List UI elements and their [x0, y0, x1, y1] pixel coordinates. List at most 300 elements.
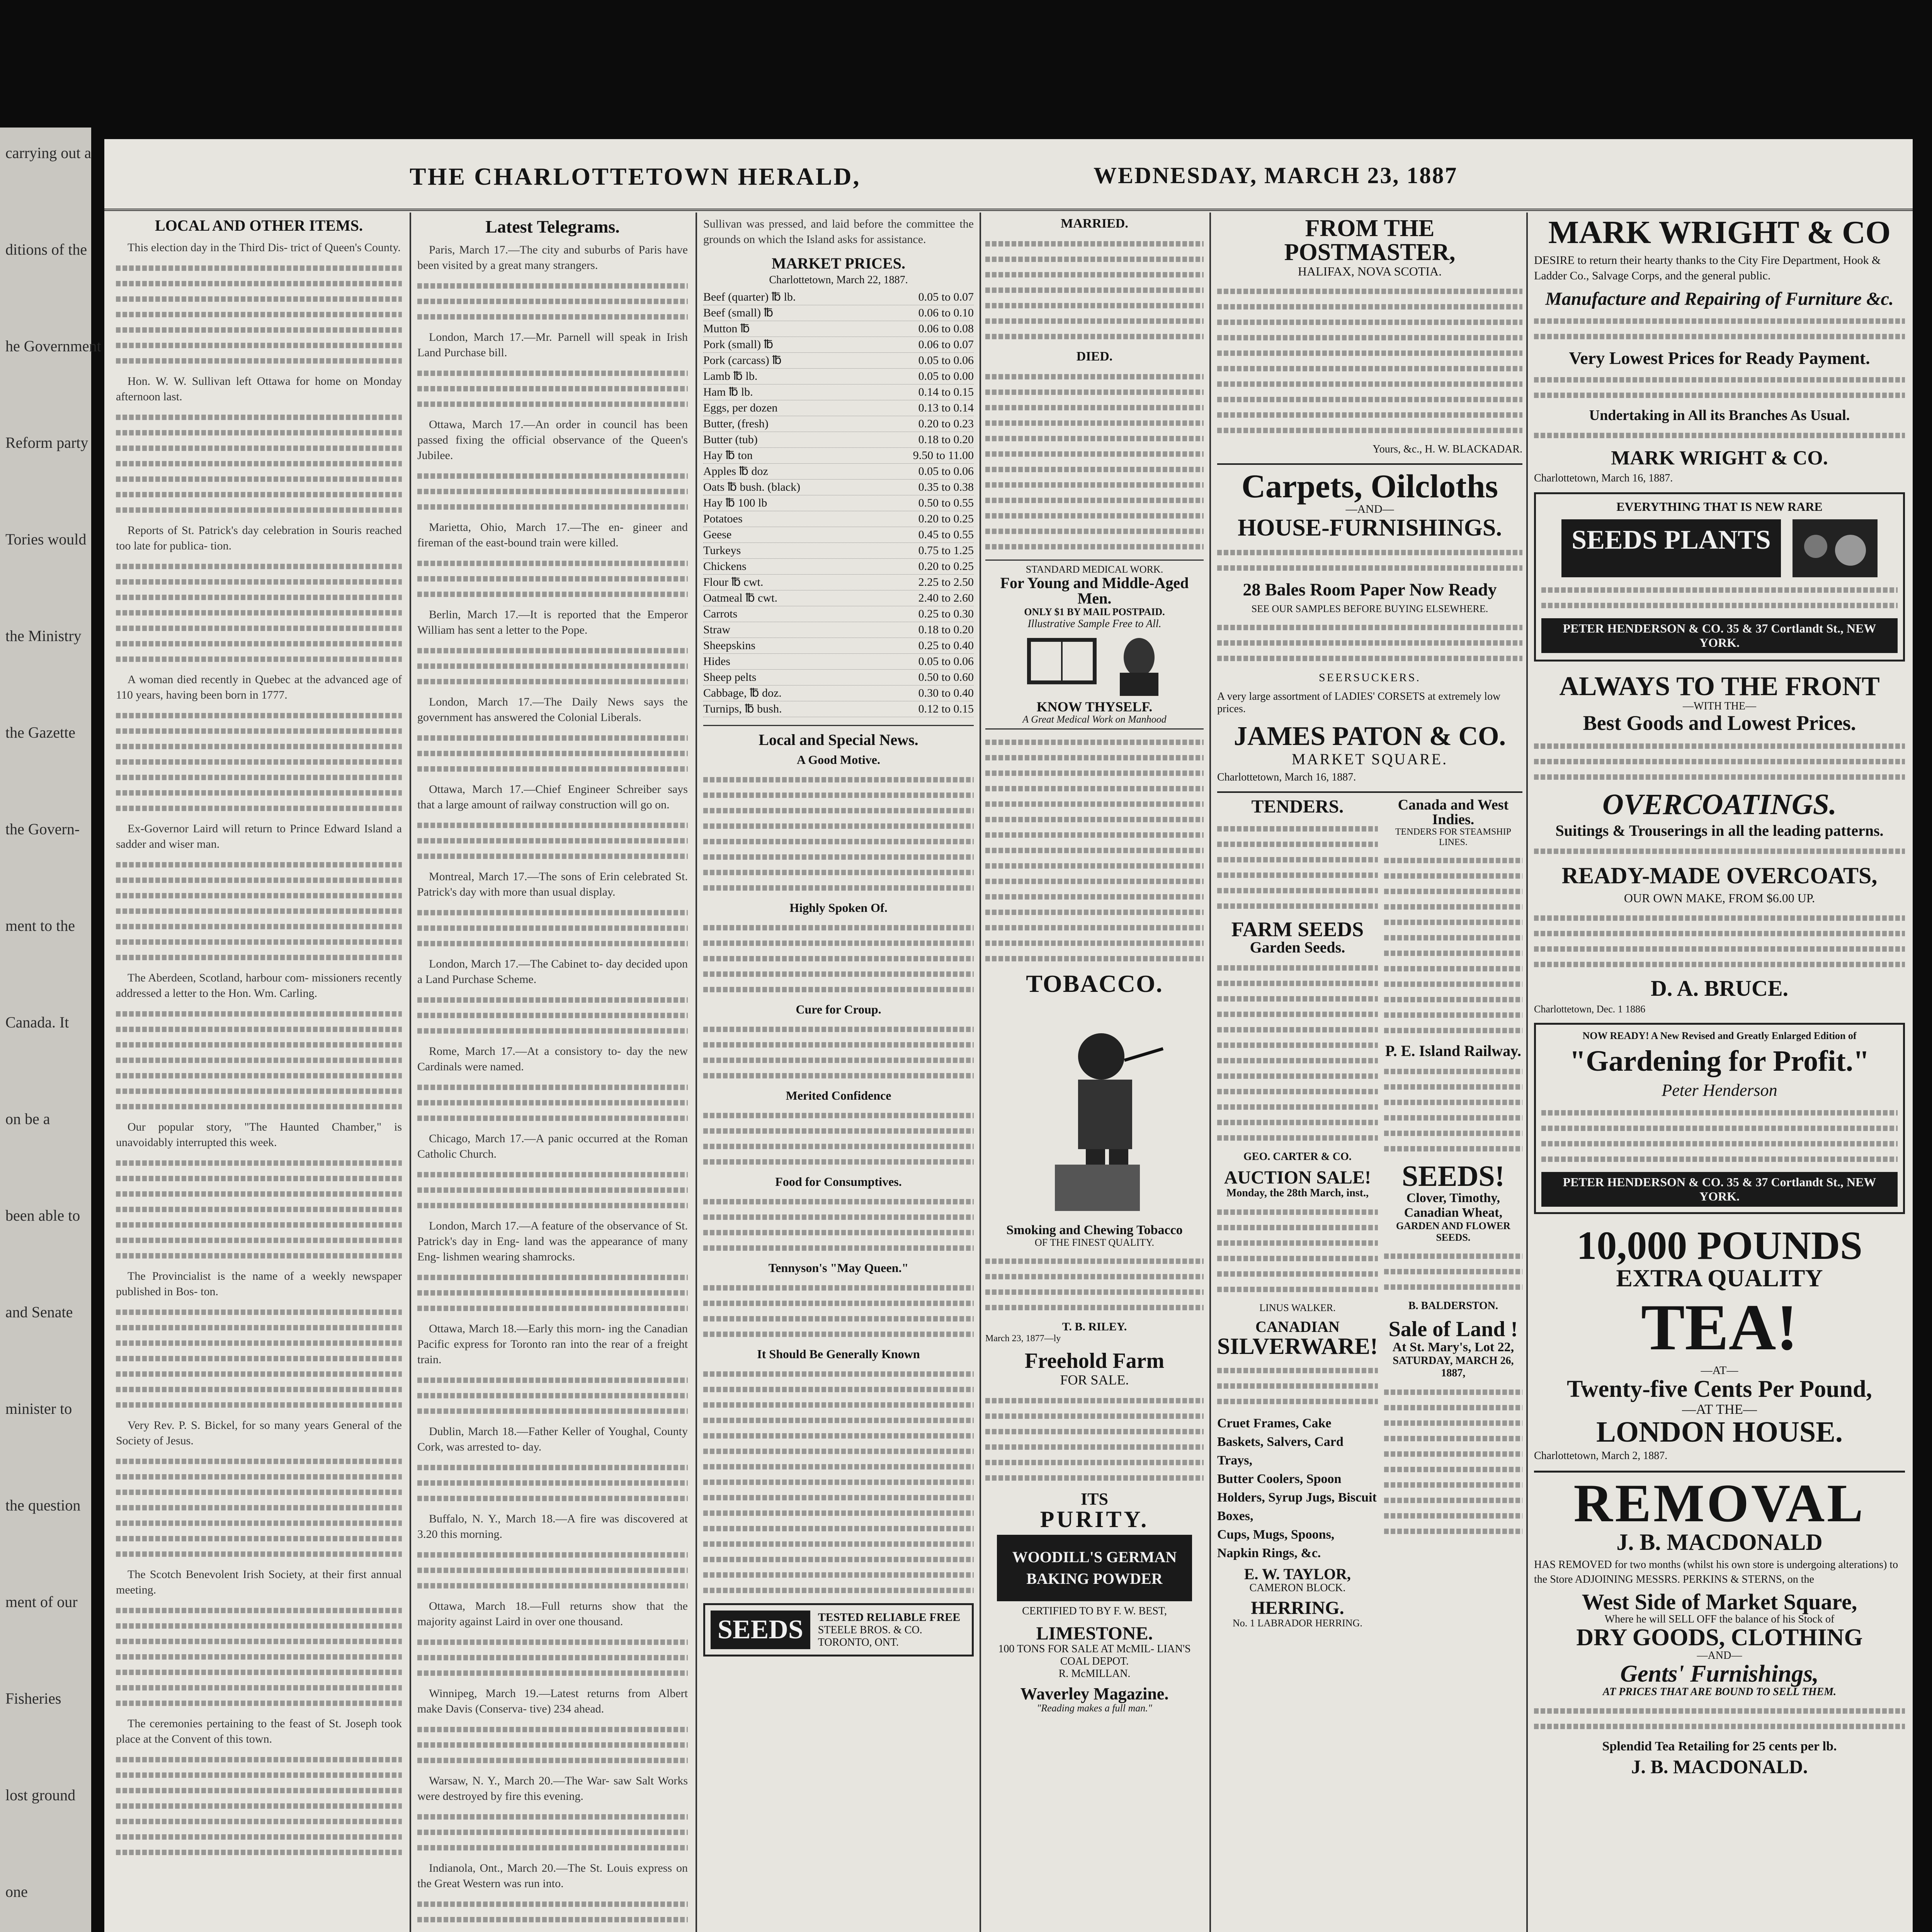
market-price: 0.18 to 0.20	[918, 433, 974, 446]
ad-signature: J. B. MACDONALD.	[1631, 1756, 1808, 1777]
tender-right	[1384, 798, 1522, 1629]
article-text	[703, 1371, 974, 1593]
fragment-text: the Gazette	[5, 724, 75, 741]
married-notices	[985, 241, 1204, 339]
article-continuation	[116, 415, 402, 513]
ad-kicker: EVERYTHING THAT IS NEW RARE	[1616, 500, 1823, 514]
ad-line: OUR OWN MAKE, FROM $6.00 UP.	[1624, 891, 1815, 905]
seeds-ad-subtitle: TESTED RELIABLE FREE	[818, 1611, 961, 1624]
ad-title: PURITY.	[1040, 1507, 1149, 1532]
market-item: Pork (small) ℔	[703, 338, 774, 351]
market-price: 0.12 to 0.15	[918, 702, 974, 715]
ad-line: "Reading makes a full man."	[1037, 1702, 1152, 1714]
market-price: 0.05 to 0.06	[918, 354, 974, 367]
death-notices	[985, 374, 1204, 549]
ad-line: Splendid Tea Retailing for 25 cents per lb.	[1602, 1739, 1837, 1753]
ad-kicker: ITS	[1081, 1490, 1108, 1509]
ad-title: HERRING.	[1251, 1598, 1344, 1618]
column-display-ads	[1534, 216, 1905, 1932]
ad-line: —AND—	[1697, 1650, 1742, 1662]
ad-line: GARDEN AND FLOWER SEEDS.	[1396, 1220, 1510, 1243]
market-price: 0.25 to 0.30	[918, 607, 974, 620]
market-price: 0.30 to 0.40	[918, 687, 974, 699]
ad-signature: R. McMILLAN.	[1058, 1668, 1131, 1680]
article-continuation	[417, 1639, 688, 1676]
ad-title: 28 Bales Room Paper Now Ready	[1243, 580, 1497, 599]
ad-body	[1384, 1389, 1522, 1534]
market-heading: MARKET PRICES.	[772, 255, 905, 272]
market-row	[703, 654, 974, 670]
ad-title: JAMES PATON & CO.	[1234, 721, 1506, 751]
ad-line: Illustrative Sample Free to All.	[1027, 618, 1162, 630]
ad-line: DESIRE to return their hearty thanks to the City Fire Department, Hook & Ladder Co., Salvage Corps, and the general public.	[1534, 254, 1881, 282]
ad-signature: MARK WRIGHT & CO.	[1611, 447, 1828, 469]
ad-title: SEEDS!	[1401, 1160, 1505, 1192]
postmaster-heading: FROM THE POSTMASTER,	[1284, 215, 1456, 265]
article-continuation	[417, 1378, 688, 1414]
henderson-address: PETER HENDERSON & CO. 35 & 37 Cortlandt St., NEW YORK.	[1541, 1172, 1898, 1207]
ad-line: Where he will SELL OFF the balance of his Stock of	[1604, 1613, 1835, 1625]
market-item: Turkeys	[703, 544, 741, 557]
market-price: 0.75 to 1.25	[918, 544, 974, 557]
article-paragraph: Ottawa, March 18.—Early this morn- ing the Canadian Pacific express for Toronto ran into the rear of a freight train.	[417, 1322, 688, 1366]
market-item: Hay ℔ 100 lb	[703, 497, 767, 509]
market-row	[703, 559, 974, 575]
article-text	[703, 1027, 974, 1078]
ad-title: Gents' Furnishings,	[1620, 1661, 1819, 1687]
ad-body	[1217, 1368, 1378, 1404]
seeds-ad-firm: STEELE BROS. & CO. TORONTO, ONT.	[818, 1624, 922, 1648]
ad-body	[1384, 858, 1522, 1033]
article-continuation	[417, 371, 688, 407]
section-heading: Latest Telegrams.	[485, 217, 620, 236]
section-heading: Local and Special News.	[703, 725, 974, 749]
telegram-list	[417, 242, 688, 1932]
article-text	[703, 925, 974, 992]
fragment-text: carrying out a	[5, 144, 92, 162]
ad-title: READY-MADE OVERCOATS,	[1561, 863, 1878, 888]
market-row	[703, 638, 974, 654]
article-continuation	[116, 1160, 402, 1259]
ad-title: HOUSE-FURNISHINGS.	[1238, 515, 1502, 541]
market-item: Turnips, ℔ bush.	[703, 702, 782, 715]
fragment-text: ment of our	[5, 1593, 78, 1611]
married-heading: MARRIED.	[1061, 216, 1128, 231]
market-item: Carrots	[703, 607, 738, 620]
ad-line: HAS REMOVED for two months (whilst his own store is undergoing alterations) to the Store ADJOINING MESSRS. PERKINS & STERNS, on the	[1534, 1559, 1898, 1585]
article-continuation	[417, 910, 688, 946]
market-row	[703, 384, 974, 400]
article-paragraph: Chicago, March 17.—A panic occurred at the Roman Catholic Church.	[417, 1132, 688, 1160]
market-price: 2.25 to 2.50	[918, 576, 974, 588]
ad-title: OVERCOATINGS.	[1602, 788, 1837, 821]
postmaster-subheading: HALIFAX, NOVA SCOTIA.	[1298, 264, 1442, 278]
ad-body	[1384, 1253, 1522, 1290]
market-row	[703, 416, 974, 432]
ad-title: 10,000 POUNDS	[1577, 1223, 1862, 1268]
article-text	[703, 777, 974, 891]
ad-line: A very large assortment of LADIES' CORSETS at extremely low prices.	[1217, 690, 1501, 715]
ad-title: MARK WRIGHT & CO	[1548, 214, 1891, 250]
ad-body	[1534, 433, 1905, 438]
article-paragraph: Warsaw, N. Y., March 20.—The War- saw Salt Works were destroyed by fire this evening.	[417, 1774, 688, 1803]
testimonial-text	[1217, 289, 1522, 433]
ad-body	[1534, 1708, 1905, 1729]
market-row	[703, 289, 974, 305]
fragment-text: he Government	[5, 337, 101, 355]
market-item: Geese	[703, 528, 732, 541]
ad-title: Very Lowest Prices for Ready Payment.	[1569, 348, 1870, 368]
fragment-text: Fisheries	[5, 1690, 61, 1707]
ad-date: Charlottetown, Dec. 1 1886	[1534, 1003, 1646, 1015]
column-advertisements	[1217, 216, 1522, 1932]
paton-advertisement	[1217, 463, 1522, 784]
seeds-ad-title: SEEDS	[711, 1611, 810, 1649]
market-date: Charlottetown, March 22, 1887.	[769, 274, 908, 286]
market-price: 2.40 to 2.60	[918, 592, 974, 604]
market-row	[703, 590, 974, 606]
market-price: 0.35 to 0.38	[918, 481, 974, 493]
market-item: Beef (small) ℔	[703, 306, 774, 319]
issue-date: WEDNESDAY, MARCH 23, 1887	[1094, 163, 1458, 188]
market-item: Beef (quarter) ℔ lb.	[703, 291, 796, 303]
ad-kicker: NOW READY! A New Revised and Greatly Enlarged Edition of	[1582, 1030, 1857, 1041]
article-paragraph: Ex-Governor Laird will return to Prince Edward Island a sadder and wiser man.	[116, 822, 402, 850]
ad-body	[1534, 915, 1905, 967]
article-continuation	[417, 1727, 688, 1763]
seeds-plants-row	[1541, 519, 1898, 577]
column-telegrams	[417, 216, 688, 1932]
ad-body	[1217, 1209, 1378, 1292]
ad-title: For Young and Middle-Aged Men.	[1000, 574, 1189, 607]
ad-line: Suitings & Trouserings in all the leading patterns.	[1555, 822, 1884, 839]
ad-line: Monday, the 28th March, inst.,	[1226, 1187, 1369, 1199]
article-continuation	[116, 564, 402, 662]
market-price: 0.20 to 0.25	[918, 560, 974, 573]
fragment-text: Tories would	[5, 531, 87, 548]
fragment-text: one	[5, 1883, 28, 1900]
market-item: Sheep pelts	[703, 671, 757, 684]
ad-line: CERTIFIED TO BY F. W. BEST,	[1022, 1605, 1167, 1617]
ad-title: Garden Seeds.	[1250, 939, 1345, 956]
article-paragraph: This election day in the Third Dis- trict of Queen's County.	[128, 241, 401, 254]
article-continuation	[417, 561, 688, 597]
article-continuation	[417, 1465, 688, 1501]
article-text	[703, 1285, 974, 1337]
market-price: 0.50 to 0.55	[918, 497, 974, 509]
newspaper-page	[104, 139, 1913, 1932]
ad-signature: D. A. BRUCE.	[1650, 976, 1789, 1001]
fragment-text: the Govern-	[5, 820, 80, 838]
fragment-text: on be a	[5, 1110, 50, 1128]
ad-title: P. E. Island Railway.	[1385, 1042, 1521, 1060]
ad-line: —WITH THE—	[1683, 700, 1756, 712]
farm-sale-subheading: FOR SALE.	[1060, 1372, 1129, 1388]
market-price: 0.06 to 0.10	[918, 306, 974, 319]
market-row	[703, 432, 974, 448]
ad-line: CAMERON BLOCK.	[1249, 1582, 1346, 1594]
ad-line: No. 1 LABRADOR HERRING.	[1232, 1617, 1362, 1629]
ad-body	[1217, 965, 1378, 1141]
article-continuation	[116, 265, 402, 364]
market-price: 0.20 to 0.23	[918, 417, 974, 430]
market-row	[703, 685, 974, 701]
garden-picture-icon	[1793, 519, 1878, 577]
market-price: 0.06 to 0.07	[918, 338, 974, 351]
market-price: 0.05 to 0.06	[918, 465, 974, 478]
died-heading: DIED.	[1076, 349, 1113, 364]
article-continuation	[417, 1275, 688, 1311]
ad-line: SATURDAY, MARCH 26, 1887,	[1393, 1355, 1514, 1379]
article-paragraph: Winnipeg, March 19.—Latest returns from Albert make Davis (Conserva- tive) 234 ahead.	[417, 1687, 688, 1715]
article-continuation	[116, 1757, 402, 1855]
article-continuation	[417, 997, 688, 1034]
article-paragraph: Berlin, March 17.—It is reported that the Emperor William has sent a letter to the Pope.	[417, 608, 688, 636]
ad-line: Butter Coolers, Spoon Holders, Syrup Jugs, Biscuit Boxes,	[1217, 1472, 1377, 1523]
article-text	[703, 1199, 974, 1251]
fragment-text: the Ministry	[5, 627, 82, 645]
market-price: 0.13 to 0.14	[918, 401, 974, 414]
article-paragraph: Buffalo, N. Y., March 18.—A fire was discovered at 3.20 this morning.	[417, 1512, 688, 1541]
ad-title: REMOVAL	[1534, 1471, 1905, 1531]
market-item: Apples ℔ doz	[703, 465, 768, 478]
limestone-heading: LIMESTONE.	[1036, 1623, 1153, 1644]
waverley-heading: Waverley Magazine.	[1020, 1684, 1169, 1703]
ad-body	[1534, 318, 1905, 339]
column-rule	[1209, 213, 1211, 1932]
market-row	[703, 670, 974, 685]
market-price: 0.06 to 0.08	[918, 322, 974, 335]
fragment-text: and Senate	[5, 1303, 73, 1321]
newspaper-title: THE CHARLOTTETOWN HERALD,	[410, 163, 861, 190]
author-signature: Peter Henderson	[1662, 1081, 1777, 1100]
market-row	[703, 575, 974, 590]
ad-body	[1534, 743, 1905, 780]
market-row	[703, 369, 974, 384]
tender-left	[1217, 798, 1378, 1629]
ad-body	[1384, 1069, 1522, 1151]
article-continuation	[417, 735, 688, 772]
market-price: 0.05 to 0.00	[918, 370, 974, 383]
article-paragraph: Hon. W. W. Sullivan left Ottawa for home on Monday afternoon last.	[116, 375, 402, 403]
article-paragraph: A woman died recently in Quebec at the advanced age of 110 years, having been born in 1777.	[116, 673, 402, 701]
ad-date: March 23, 1877—ly	[985, 1333, 1061, 1344]
portrait-icon	[1112, 634, 1166, 696]
article-heading: A Good Motive.	[797, 753, 880, 767]
market-item: Pork (carcass) ℔	[703, 354, 782, 367]
seeds-advertisement	[703, 1603, 974, 1656]
market-item: Chickens	[703, 560, 747, 573]
market-row	[703, 511, 974, 527]
fragment-text: minister to	[5, 1400, 72, 1417]
market-row	[703, 701, 974, 717]
fragment-text: lost ground	[5, 1786, 76, 1804]
ad-title: J. B. MACDONALD	[1616, 1529, 1823, 1555]
ad-body	[1217, 625, 1522, 661]
ad-line: ONLY $1 BY MAIL POSTPAID.	[1024, 606, 1165, 617]
ad-title: EXTRA QUALITY	[1616, 1264, 1823, 1292]
market-item: Hides	[703, 655, 730, 668]
market-item: Sheepskins	[703, 639, 755, 652]
article-continuation	[417, 473, 688, 510]
article-paragraph: Very Rev. P. S. Bickel, for so many years General of the Society of Jesus.	[116, 1419, 402, 1447]
ad-line: OF THE FINEST QUALITY.	[1034, 1237, 1155, 1248]
article-continuation	[417, 823, 688, 859]
ad-line: TENDERS FOR STEAMSHIP LINES.	[1395, 827, 1511, 847]
ad-title: KNOW THYSELF.	[1036, 699, 1153, 714]
market-row	[703, 622, 974, 638]
market-item: Lamb ℔ lb.	[703, 370, 758, 383]
article-continuation	[417, 1172, 688, 1208]
market-price: 0.45 to 0.55	[918, 528, 974, 541]
market-item: Potatoes	[703, 512, 743, 525]
market-price: 0.25 to 0.40	[918, 639, 974, 652]
article-paragraph: London, March 17.—The Cabinet to- day decided upon a Land Purchase Scheme.	[417, 957, 688, 986]
article-paragraph: The Scotch Benevolent Irish Society, at their first annual meeting.	[116, 1568, 402, 1596]
ad-line: SEE OUR SAMPLES BEFORE BUYING ELSEWHERE.	[1251, 603, 1488, 614]
article-paragraph: The ceremonies pertaining to the feast of St. Joseph took place at the Convent of this town.	[116, 1717, 402, 1745]
fragment-text: ditions of the	[5, 241, 87, 258]
gardening-profit-ad	[1534, 1023, 1905, 1214]
market-row	[703, 495, 974, 511]
baking-powder-label: WOODILL'S GERMAN BAKING POWDER	[997, 1535, 1192, 1601]
ad-signature: LINUS WALKER.	[1259, 1302, 1336, 1313]
market-row	[703, 606, 974, 622]
ad-title: "Gardening for Profit."	[1569, 1045, 1870, 1077]
ad-signature: T. B. RILEY.	[1062, 1320, 1127, 1333]
ad-title: Smoking and Chewing Tobacco	[1006, 1223, 1183, 1237]
ad-title: TENDERS.	[1251, 796, 1344, 817]
ad-body	[985, 1259, 1204, 1310]
ad-line: MARKET SQUARE.	[1291, 750, 1448, 768]
column-rule	[410, 213, 411, 1932]
market-row	[703, 464, 974, 480]
market-row	[703, 480, 974, 495]
article-continuation	[116, 1608, 402, 1706]
adjacent-page-fragment	[0, 128, 101, 1932]
ad-kicker: CANADIAN	[1255, 1318, 1340, 1335]
ad-body	[1217, 826, 1378, 909]
article-paragraph: Montreal, March 17.—The sons of Erin celebrated St. Patrick's day with more than usual display.	[417, 870, 688, 898]
column-rule	[696, 213, 697, 1932]
ad-title: LONDON HOUSE.	[1596, 1416, 1843, 1448]
article-list	[116, 240, 402, 1855]
ad-line: —AT THE—	[1682, 1401, 1757, 1417]
ad-signature: E. W. TAYLOR,	[1244, 1565, 1351, 1583]
market-item: Straw	[703, 623, 730, 636]
article-paragraph: The Provincialist is the name of a weekly newspaper published in Bos- ton.	[116, 1270, 402, 1298]
ad-line: Cups, Mugs, Spoons, Napkin Rings, &c.	[1217, 1527, 1335, 1560]
ad-line: Cruet Frames, Cake Baskets, Salvers, Card Trays,	[1217, 1416, 1344, 1468]
article-heading: It Should Be Generally Known	[757, 1347, 920, 1361]
market-item: Butter, (fresh)	[703, 417, 769, 430]
market-item: Flour ℔ cwt.	[703, 576, 764, 588]
ad-title: Sale of Land !	[1388, 1317, 1518, 1341]
ad-title: FARM SEEDS	[1231, 918, 1364, 941]
article-continuation	[417, 1085, 688, 1121]
masthead	[104, 139, 1913, 211]
fragment-text: Canada. It	[5, 1014, 69, 1031]
article-continuation	[116, 1459, 402, 1557]
column-market	[703, 216, 974, 1932]
ad-kicker: STANDARD MEDICAL WORK.	[1026, 564, 1163, 575]
ad-title: West Side of Market Square,	[1582, 1589, 1857, 1614]
seeds-label: SEEDS PLANTS	[1561, 519, 1781, 577]
article-heading: Tennyson's "May Queen."	[768, 1261, 909, 1275]
market-row	[703, 353, 974, 369]
book-illustration	[985, 634, 1204, 696]
article-paragraph: Ottawa, March 17.—Chief Engineer Schreiber says that a large amount of railway construction will go on.	[417, 783, 688, 811]
market-row	[703, 321, 974, 337]
ad-line: At St. Mary's, Lot 22,	[1392, 1340, 1514, 1354]
ad-body	[1541, 587, 1898, 608]
ad-body	[1534, 377, 1905, 398]
market-price: 0.05 to 0.07	[918, 291, 974, 303]
article-paragraph: Rome, March 17.—At a consistory to- day the new Cardinals were named.	[417, 1045, 688, 1073]
column-notices	[985, 216, 1204, 1932]
column-local-items	[116, 216, 402, 1932]
column-rule	[1526, 213, 1528, 1932]
ad-date: Charlottetown, March 16, 1887.	[1217, 771, 1356, 783]
ad-body	[1541, 1110, 1898, 1162]
article-paragraph: Reports of St. Patrick's day celebration in Souris reached too late for publica- tion.	[116, 524, 402, 552]
article-paragraph: London, March 17.—The Daily News says the government has answered the Colonial Liberals.	[417, 696, 688, 724]
henderson-seeds-ad	[1534, 492, 1905, 662]
market-price-table	[703, 289, 974, 717]
article-heading: Food for Consumptives.	[775, 1175, 902, 1189]
ad-line: 100 TONS FOR SALE AT McMIL- LIAN'S COAL DEPOT.	[998, 1643, 1191, 1667]
article-paragraph: Marietta, Ohio, March 17.—The en- gineer and fireman of the east-bound train were killed.	[417, 521, 688, 549]
article-text: Sullivan was pressed, and laid before the committee the grounds on which the Island asks for assistance.	[703, 218, 974, 246]
market-item: Mutton ℔	[703, 322, 750, 335]
testimonial-signature: Yours, &c., H. W. BLACKADAR.	[1372, 443, 1522, 455]
market-row	[703, 527, 974, 543]
fragment-text: the question	[5, 1497, 81, 1514]
market-price: 9.50 to 11.00	[913, 449, 974, 462]
market-row	[703, 337, 974, 353]
ad-date: Charlottetown, March 16, 1887.	[1534, 472, 1673, 484]
ad-signature: B. BALDERSTON.	[1408, 1300, 1498, 1312]
smoking-man-illustration	[985, 1002, 1204, 1219]
article-paragraph: Dublin, March 18.—Father Keller of Youghal, County Cork, was arrested to- day.	[417, 1425, 688, 1453]
farm-sale-heading: Freehold Farm	[1024, 1349, 1165, 1373]
ad-date: Charlottetown, March 2, 1887.	[1534, 1450, 1668, 1462]
article-continuation	[116, 1310, 402, 1408]
medical-work-ad	[985, 560, 1204, 730]
fragment-text: ment to the	[5, 917, 75, 934]
market-price: 0.14 to 0.15	[918, 386, 974, 398]
book-icon	[1023, 634, 1100, 688]
market-price: 0.20 to 0.25	[918, 512, 974, 525]
fragment-text: been able to	[5, 1207, 80, 1224]
ad-title: Carpets, Oilcloths	[1241, 468, 1498, 505]
article-text	[703, 1113, 974, 1165]
market-item: Oats ℔ bush. (black)	[703, 481, 801, 493]
column-rule	[980, 213, 981, 1932]
ad-title: Canada and West Indies.	[1398, 797, 1509, 828]
ad-signature: GEO. CARTER & CO.	[1243, 1151, 1352, 1163]
ad-body	[985, 1398, 1204, 1481]
article-continuation	[417, 1901, 688, 1932]
ad-title: Twenty-five Cents Per Pound,	[1567, 1376, 1872, 1402]
ad-title: ALWAYS TO THE FRONT	[1559, 672, 1880, 701]
ad-title: Best Goods and Lowest Prices.	[1583, 711, 1856, 735]
ad-body	[1217, 550, 1522, 571]
article-continuation	[417, 283, 688, 320]
article-paragraph: Ottawa, March 17.—An order in council has been passed fixing the official observance of the Queen's Jubilee.	[417, 418, 688, 462]
article-paragraph: Indianola, Ont., March 20.—The St. Louis express on the Great Western was run into.	[417, 1862, 688, 1890]
market-price: 0.50 to 0.60	[918, 671, 974, 684]
